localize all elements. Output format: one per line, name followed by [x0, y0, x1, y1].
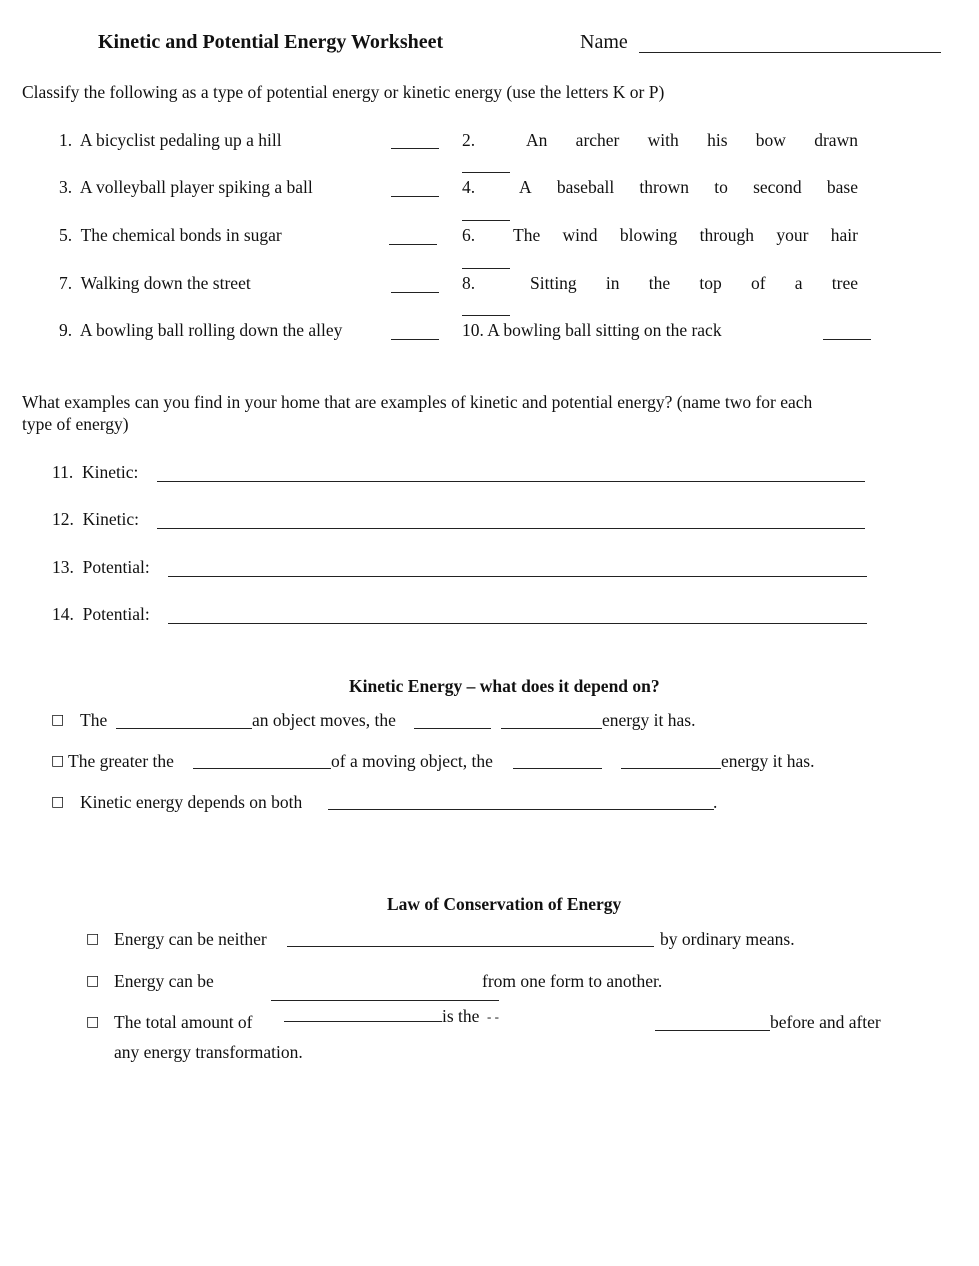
- answer-blank-3[interactable]: [391, 196, 439, 197]
- word: baseball: [556, 177, 615, 197]
- kinetic-bullet-3-t1: Kinetic energy depends on both: [80, 792, 303, 812]
- conservation-bullet-1-t2: by ordinary means.: [660, 929, 795, 949]
- conservation-blank-2[interactable]: [271, 1000, 499, 1001]
- kinetic-blank-1a[interactable]: [116, 728, 252, 729]
- word: a: [794, 273, 803, 293]
- checkbox-icon: □: [86, 973, 100, 989]
- answer-blank-1[interactable]: [391, 148, 439, 149]
- answer-blank-5[interactable]: [389, 244, 437, 245]
- checkbox-icon: □: [86, 931, 100, 947]
- checkbox-icon: □: [51, 753, 65, 769]
- answer-blank-6[interactable]: [462, 268, 510, 269]
- word: tree: [831, 273, 858, 293]
- item-text: A bowling ball rolling down the alley: [79, 320, 343, 340]
- item-number: 2.: [462, 130, 476, 150]
- item-number: 14.: [52, 604, 74, 624]
- word: archer: [575, 130, 620, 150]
- word: through: [699, 225, 755, 245]
- item-label: Kinetic:: [82, 509, 139, 529]
- item-number: 13.: [52, 557, 74, 577]
- word: bow: [755, 130, 786, 150]
- word: blowing: [619, 225, 678, 245]
- item-number: 9.: [59, 320, 73, 340]
- kinetic-blank-2a[interactable]: [193, 768, 331, 769]
- word: Sitting: [530, 273, 577, 293]
- answer-line-13[interactable]: [168, 576, 867, 577]
- name-field-line[interactable]: [639, 52, 941, 53]
- word: top: [699, 273, 722, 293]
- kinetic-bullet-2-t2: of a moving object, the: [331, 751, 493, 771]
- item-label: Potential:: [82, 604, 150, 624]
- item-4-text: [519, 177, 858, 198]
- conservation-bullet-2-t2: from one form to another.: [482, 971, 663, 991]
- item-label: Potential:: [82, 557, 150, 577]
- kinetic-section-heading: Kinetic Energy – what does it depend on?: [349, 676, 660, 696]
- item-number: 10.: [462, 320, 484, 340]
- item-text: Walking down the street: [80, 273, 251, 293]
- answer-blank-9[interactable]: [391, 339, 439, 340]
- conservation-blank-3b[interactable]: [655, 1030, 770, 1031]
- item-text: The chemical bonds in sugar: [80, 225, 282, 245]
- kinetic-bullet-1-t3: energy it has.: [602, 710, 696, 730]
- conservation-blank-3a[interactable]: [284, 1021, 442, 1022]
- item-text: A bicyclist pedaling up a hill: [79, 130, 282, 150]
- answer-line-14[interactable]: [168, 623, 867, 624]
- word: of: [750, 273, 766, 293]
- answer-blank-4[interactable]: [462, 220, 510, 221]
- answer-blank-7[interactable]: [391, 292, 439, 293]
- item-3: [59, 177, 313, 198]
- word: his: [707, 130, 728, 150]
- item-number: 11.: [52, 462, 74, 482]
- item-12: [52, 509, 139, 530]
- examples-question-line2: type of energy): [22, 414, 129, 434]
- item-text: A bowling ball sitting on the rack: [487, 320, 722, 340]
- kinetic-bullet-2-t3: energy it has.: [721, 751, 815, 771]
- word: The: [513, 225, 541, 245]
- item-number: 6.: [462, 225, 476, 245]
- classify-instructions: Classify the following as a type of potential energy or kinetic energy (use the letters K or P): [22, 82, 665, 102]
- word: second: [753, 177, 802, 197]
- kinetic-bullet-1-t1: The: [80, 710, 108, 730]
- kinetic-bullet-1-t2: an object moves, the: [252, 710, 396, 730]
- item-2-text: [526, 130, 858, 151]
- item-5: [59, 225, 282, 246]
- item-number: 3.: [59, 177, 73, 197]
- word: hair: [830, 225, 858, 245]
- kinetic-blank-2b[interactable]: [513, 768, 602, 769]
- item-number: 1.: [59, 130, 73, 150]
- kinetic-blank-1c[interactable]: [501, 728, 602, 729]
- conservation-bullet-3-t5: any energy transformation.: [114, 1042, 303, 1062]
- checkbox-icon: □: [51, 712, 65, 728]
- answer-blank-8[interactable]: [462, 315, 510, 316]
- word: thrown: [639, 177, 689, 197]
- word: the: [648, 273, 671, 293]
- word: base: [826, 177, 858, 197]
- item-11: [52, 462, 138, 483]
- conservation-blank-1[interactable]: [287, 946, 654, 947]
- answer-line-11[interactable]: [157, 481, 865, 482]
- name-label: Name: [580, 31, 628, 53]
- conservation-bullet-3-t2: is the: [442, 1006, 480, 1026]
- word: in: [605, 273, 620, 293]
- kinetic-blank-2c[interactable]: [621, 768, 721, 769]
- examples-question-line1: What examples can you find in your home that are examples of kinetic and potential energy? (name two for each: [22, 392, 813, 412]
- item-number: 5.: [59, 225, 73, 245]
- kinetic-blank-1b[interactable]: [414, 728, 491, 729]
- item-number: 8.: [462, 273, 476, 293]
- conservation-section-heading: Law of Conservation of Energy: [387, 894, 622, 914]
- item-label: Kinetic:: [81, 462, 139, 482]
- item-7: [59, 273, 251, 294]
- item-text: A volleyball player spiking a ball: [79, 177, 313, 197]
- word: A: [519, 177, 532, 197]
- conservation-bullet-3-t3: - -: [487, 1009, 499, 1024]
- conservation-bullet-3-t4: before and after: [770, 1012, 881, 1032]
- item-8-text: [530, 273, 858, 294]
- conservation-bullet-1-t1: Energy can be neither: [114, 929, 267, 949]
- item-1: [59, 130, 282, 151]
- word: with: [647, 130, 679, 150]
- word: to: [714, 177, 728, 197]
- word: wind: [562, 225, 598, 245]
- item-number: 12.: [52, 509, 74, 529]
- item-14: [52, 604, 150, 625]
- kinetic-bullet-3-t2: .: [713, 792, 718, 812]
- kinetic-bullet-2-t1: The greater the: [68, 751, 174, 771]
- answer-blank-10[interactable]: [823, 339, 871, 340]
- word: your: [776, 225, 809, 245]
- word: drawn: [814, 130, 858, 150]
- item-13: [52, 557, 150, 578]
- item-10: [462, 320, 722, 341]
- answer-blank-2[interactable]: [462, 172, 510, 173]
- answer-line-12[interactable]: [157, 528, 865, 529]
- checkbox-icon: □: [51, 794, 65, 810]
- word: An: [526, 130, 548, 150]
- kinetic-blank-3[interactable]: [328, 809, 714, 810]
- item-9: [59, 320, 342, 341]
- item-6-text: [513, 225, 858, 246]
- conservation-bullet-2-t1: Energy can be: [114, 971, 214, 991]
- item-number: 7.: [59, 273, 73, 293]
- conservation-bullet-3-t1: The total amount of: [114, 1012, 253, 1032]
- item-number: 4.: [462, 177, 476, 197]
- worksheet-title: Kinetic and Potential Energy Worksheet: [98, 31, 444, 53]
- checkbox-icon: □: [86, 1014, 100, 1030]
